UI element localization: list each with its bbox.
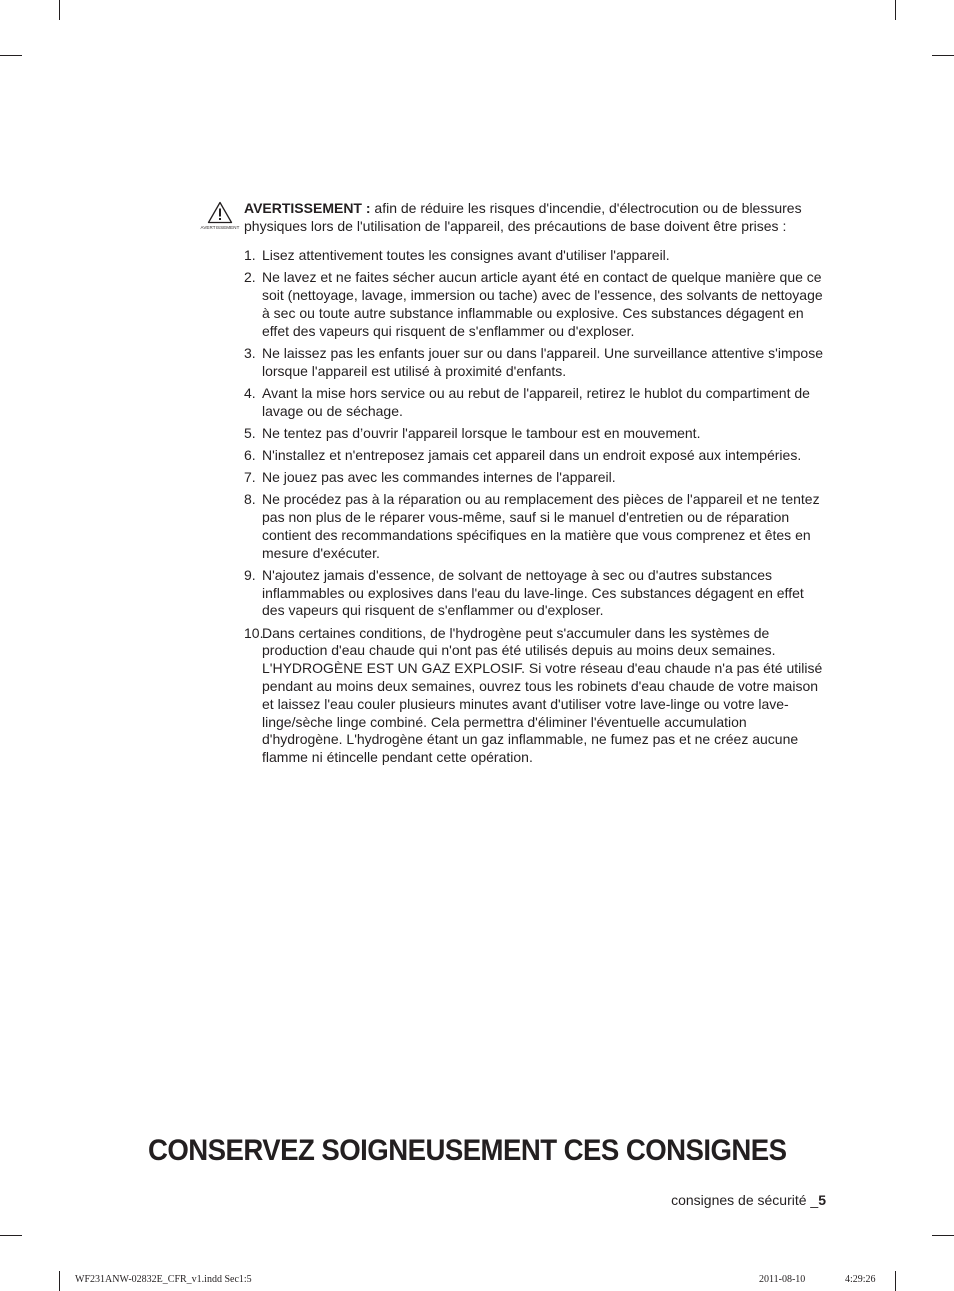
crop-mark-top-right bbox=[895, 0, 896, 20]
warning-icon-label: AVERTISSEMENT bbox=[200, 225, 240, 230]
item-number: 4. bbox=[244, 384, 256, 401]
item-text: Ne tentez pas d’ouvrir l'appareil lorsque le tambour est en mouvement. bbox=[262, 424, 701, 441]
item-text: Lisez attentivement toutes les consignes avant d'utiliser l'appareil. bbox=[262, 247, 670, 263]
item-number: 10. bbox=[244, 624, 264, 641]
item-text: Dans certaines conditions, de l'hydrogène peut s'accumuler dans les systèmes de production d'eau chaude qui n'ont pas été utilisés depuis au moins deux semaines. L'HYDROGÈNE EST UN GAZ EXPLOSIF. Si votre réseau d'eau chaude n'a pas été utilisé pendant au moins deux semaines, ouvrez tous les robinets d'eau chaude de votre maison et laissez l'eau couler plusieurs minutes avant d'utiliser votre lave-linge ou votre lave-linge/sèche linge combiné. Cela permettra d'éliminer l'éventuelle accumulation d'hydrogène. L'hydrogène étant un gaz inflammable, ne fumez pas et ne créez aucune flamme ni étincelle pendant cette opération. bbox=[262, 624, 823, 766]
warning-keyword: AVERTISSEMENT : bbox=[244, 200, 371, 216]
item-text: Ne procédez pas à la réparation ou au remplacement des pièces de l'appareil et ne tentez pas non plus de le réparer vous-même, sauf si le manuel d'entretien ou de réparation contient des recommandations spécifiques en la matière que vous comprenez et êtes en mesure d'exécuter. bbox=[262, 491, 820, 561]
item-text: Ne lavez et ne faites sécher aucun article ayant été en contact de quelque manière que ce soit (nettoyage, lavage, immersion ou tache) avec de l'essence, des solvants de nettoyage à sec ou toute autre substance inflammable ou explosive. Ces substances dégagent en effet des vapeurs qui risquent de s'enflammer ou d'exploser. bbox=[262, 269, 823, 339]
item-number: 9. bbox=[244, 566, 256, 583]
item-number: 1. bbox=[244, 247, 256, 263]
list-item bbox=[244, 247, 829, 265]
item-text: Ne laissez pas les enfants jouer sur ou dans l'appareil. Une surveillance attentive s'impose lorsque l'appareil est utilisé à proximité d'enfants. bbox=[262, 344, 823, 379]
list-item bbox=[244, 567, 829, 620]
list-item bbox=[244, 447, 829, 465]
item-number: 3. bbox=[244, 344, 256, 361]
safety-instructions-list bbox=[244, 247, 829, 771]
page-footer bbox=[671, 1192, 826, 1208]
item-number: 6. bbox=[244, 446, 256, 463]
page-number: 5 bbox=[818, 1192, 826, 1208]
footer-section-label: consignes de sécurité _ bbox=[671, 1192, 819, 1208]
list-item bbox=[244, 345, 829, 381]
warning-intro-text: afin de réduire les risques d'incendie, d'électrocution ou de blessures physiques lors de l'utilisation de l'appareil, des précautions de base doivent être prises : bbox=[244, 200, 802, 234]
crop-mark-right-top bbox=[932, 55, 954, 56]
item-text: N'ajoutez jamais d'essence, de solvant de nettoyage à sec ou d'autres substances inflammables ou explosives dans l'eau du lave-linge. Ces substances dégagent en effet des vapeurs qui risquent de s'enflammer ou d'exploser. bbox=[262, 566, 804, 619]
list-item bbox=[244, 491, 829, 562]
item-number: 8. bbox=[244, 491, 256, 508]
list-item bbox=[244, 625, 829, 767]
crop-mark-bottom-left bbox=[59, 1271, 60, 1291]
list-item bbox=[244, 269, 829, 340]
list-item bbox=[244, 385, 829, 421]
item-number: 2. bbox=[244, 269, 256, 286]
item-number: 5. bbox=[244, 424, 256, 441]
slug-time: 4:29:26 bbox=[845, 1274, 876, 1285]
warning-triangle-icon bbox=[199, 201, 241, 230]
item-text: Avant la mise hors service ou au rebut de l'appareil, retirez le hublot du compartiment de lavage ou de séchage. bbox=[262, 384, 810, 419]
crop-mark-right-bottom bbox=[932, 1235, 954, 1236]
item-number: 7. bbox=[244, 469, 256, 486]
crop-mark-bottom-right bbox=[895, 1271, 896, 1291]
crop-mark-left-bottom bbox=[0, 1235, 22, 1236]
crop-mark-top-left bbox=[59, 0, 60, 20]
slug-date: 2011-08-10 bbox=[759, 1274, 806, 1285]
item-text: Ne jouez pas avec les commandes internes de l'appareil. bbox=[262, 469, 616, 486]
item-text: N'installez et n'entreposez jamais cet appareil dans un endroit exposé aux intempéries. bbox=[262, 446, 802, 463]
slug-file: WF231ANW-02832E_CFR_v1.indd Sec1:5 bbox=[75, 1274, 252, 1285]
page-heading: CONSERVEZ SOIGNEUSEMENT CES CONSIGNES bbox=[148, 1134, 787, 1167]
crop-mark-left-top bbox=[0, 55, 22, 56]
list-item bbox=[244, 469, 829, 487]
list-item bbox=[244, 425, 829, 443]
warning-intro bbox=[244, 199, 829, 235]
